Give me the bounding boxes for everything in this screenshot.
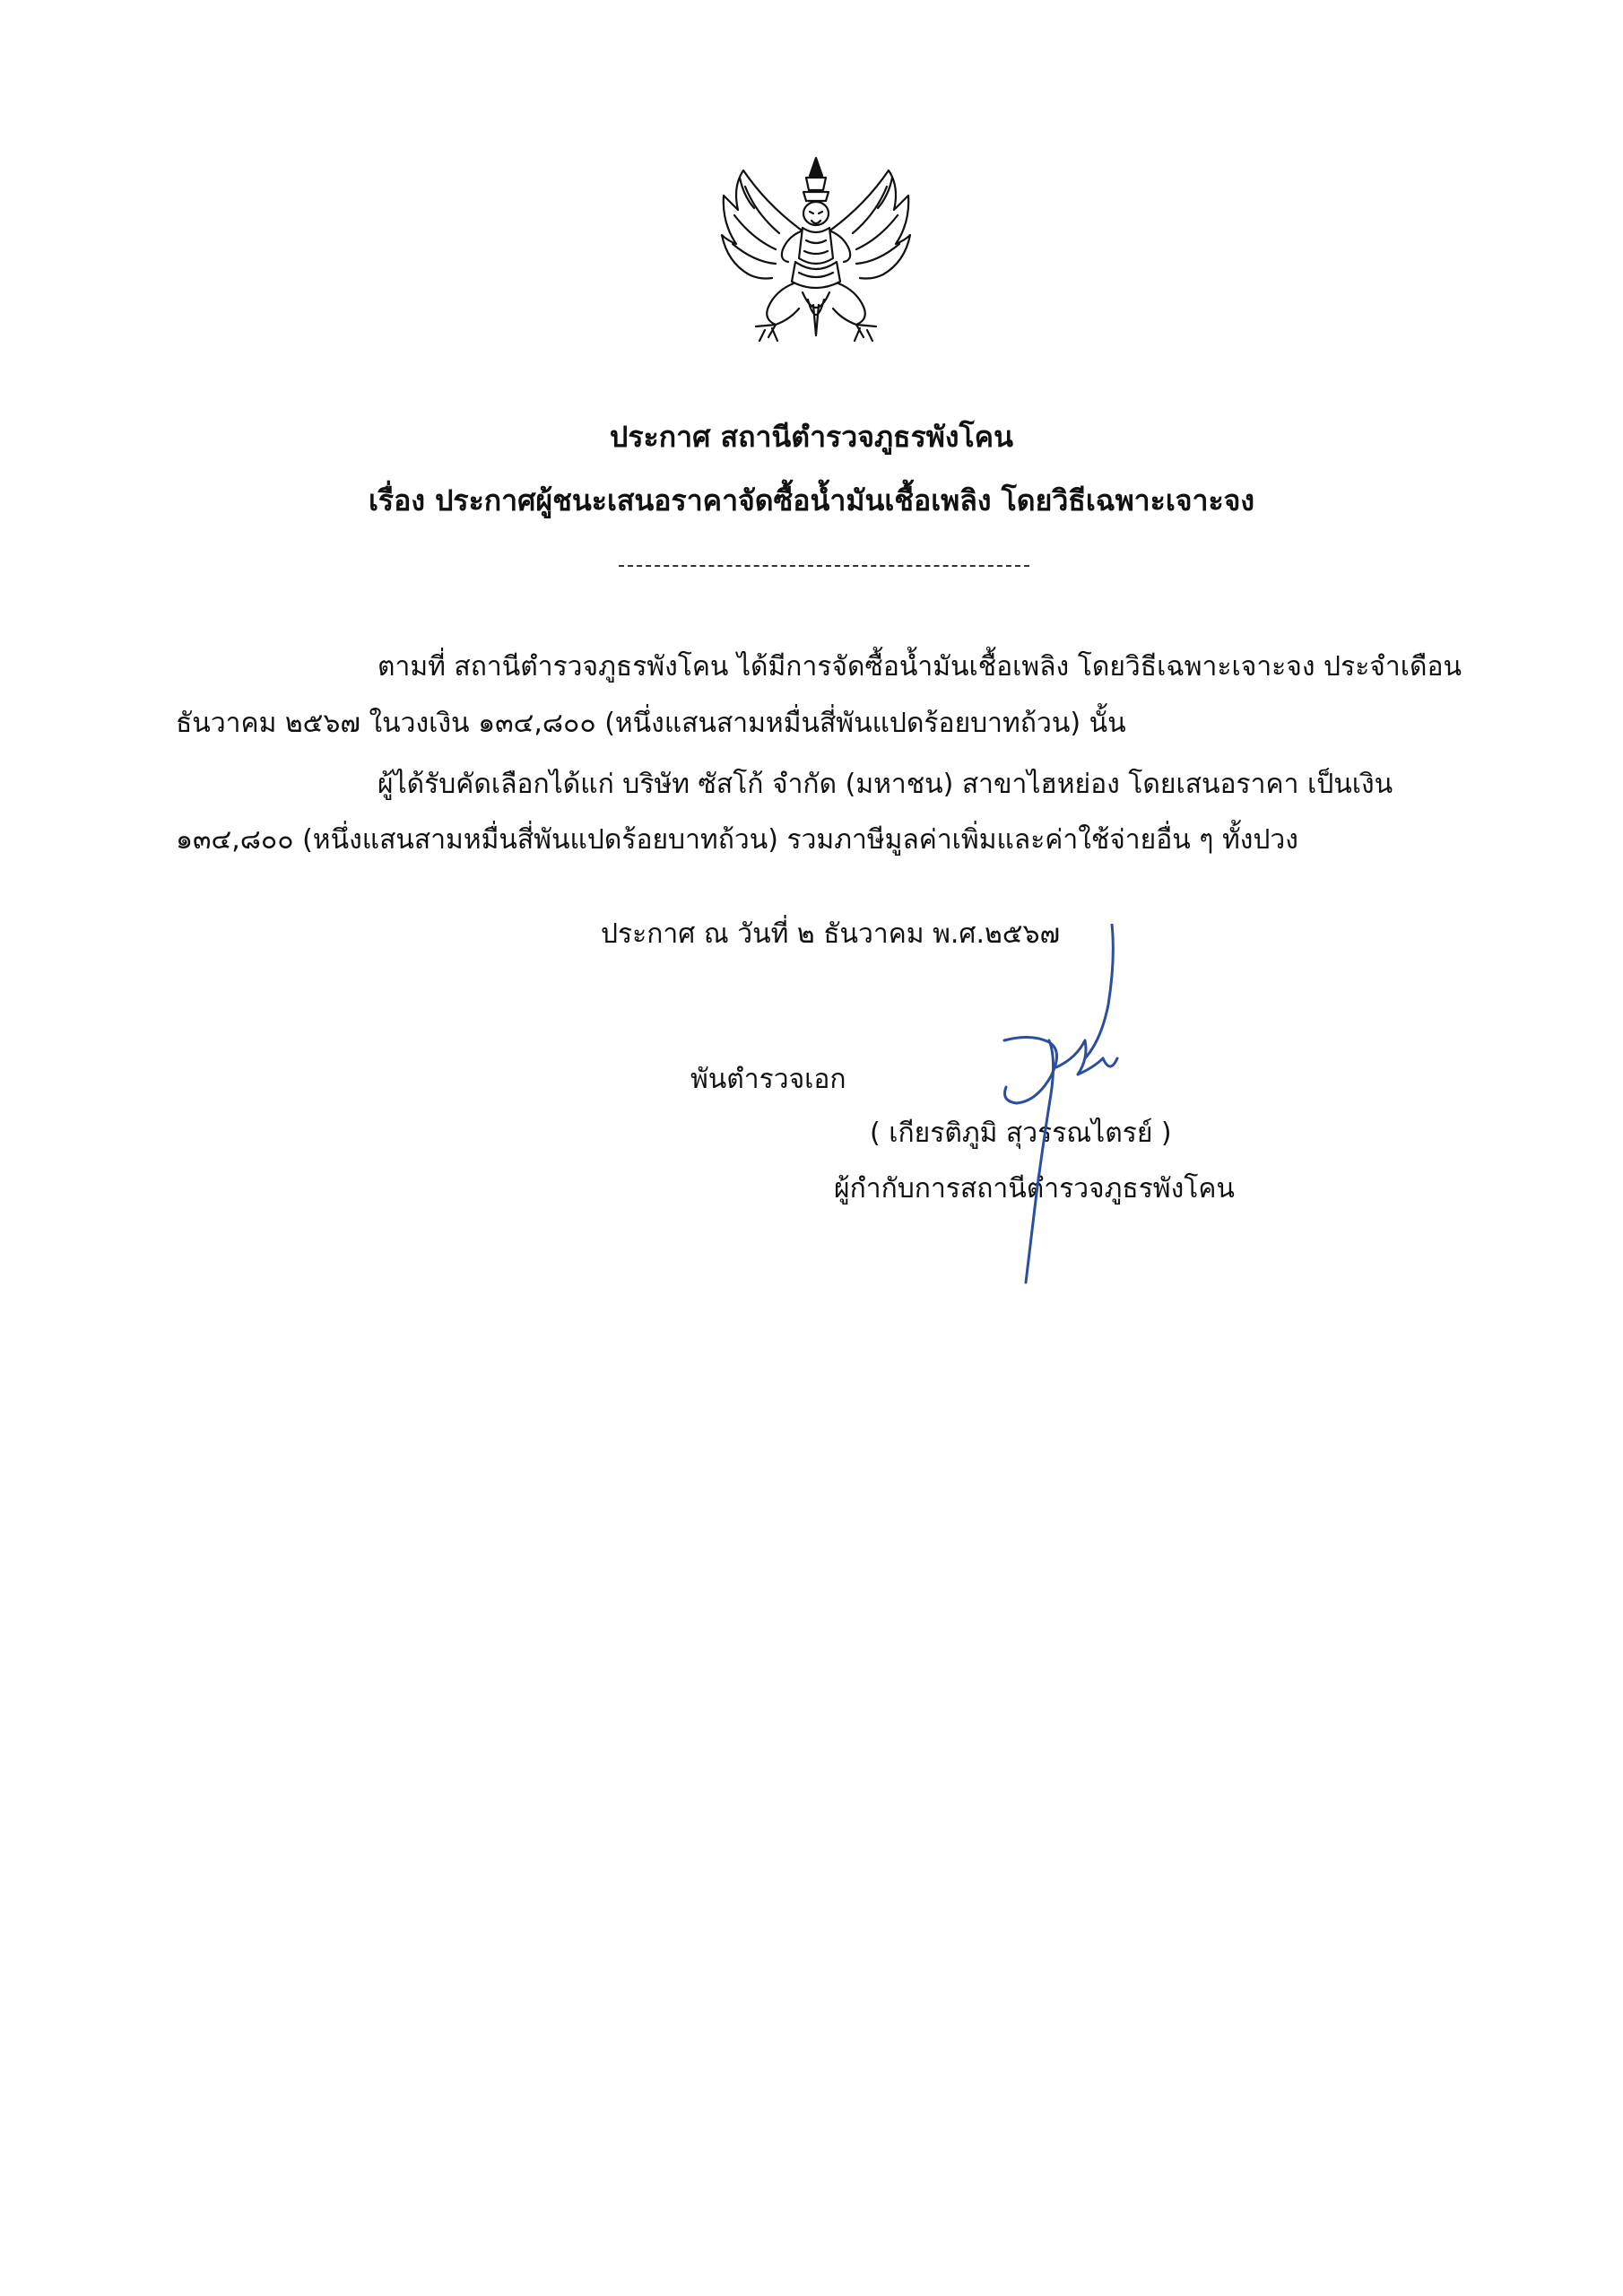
- divider-line: [619, 565, 1029, 567]
- announcement-subject: เรื่อง ประกาศผู้ชนะเสนอราคาจัดซื้อน้ำมันเชื้อเพลิง โดยวิธีเฉพาะเจาะจง: [368, 483, 1255, 517]
- handwritten-signature: [950, 924, 1184, 1300]
- signatory-position: ผู้กำกับการสถานีตำรวจภูธรพังโคน: [834, 1173, 1235, 1205]
- signatory-name: ( เกียรติภูมิ สุวรรณไตรย์ ): [870, 1118, 1172, 1149]
- body-paragraph-1-line-2: ธันวาคม ๒๕๖๗ ในวงเงิน ๑๓๔,๘๐๐ (หนึ่งแสนสามหมื่นสี่พันแปดร้อยบาทถ้วน) นั้น: [176, 708, 1126, 739]
- garuda-emblem-icon: [713, 151, 919, 346]
- body-paragraph-2-line-2: ๑๓๔,๘๐๐ (หนึ่งแสนสามหมื่นสี่พันแปดร้อยบาทถ้วน) รวมภาษีมูลค่าเพิ่มและค่าใช้จ่ายอื่น ๆ ทั้งปวง: [176, 824, 1298, 856]
- body-paragraph-2-line-1: ผู้ได้รับคัดเลือกได้แก่ บริษัท ซัสโก้ จำกัด (มหาชน) สาขาไฮหย่อง โดยเสนอราคา เป็นเงิน: [378, 769, 1393, 800]
- announcement-title: ประกาศ สถานีตำรวจภูธรพังโคน: [610, 420, 1013, 454]
- signatory-rank: พันตำรวจเอก: [690, 1064, 846, 1095]
- body-paragraph-1-line-1: ตามที่ สถานีตำรวจภูธรพังโคน ได้มีการจัดซื้อน้ำมันเชื้อเพลิง โดยวิธีเฉพาะเจาะจง ประจำเดือน: [378, 651, 1462, 683]
- announcement-date: ประกาศ ณ วันที่ ๒ ธันวาคม พ.ศ.๒๕๖๗: [601, 918, 1061, 950]
